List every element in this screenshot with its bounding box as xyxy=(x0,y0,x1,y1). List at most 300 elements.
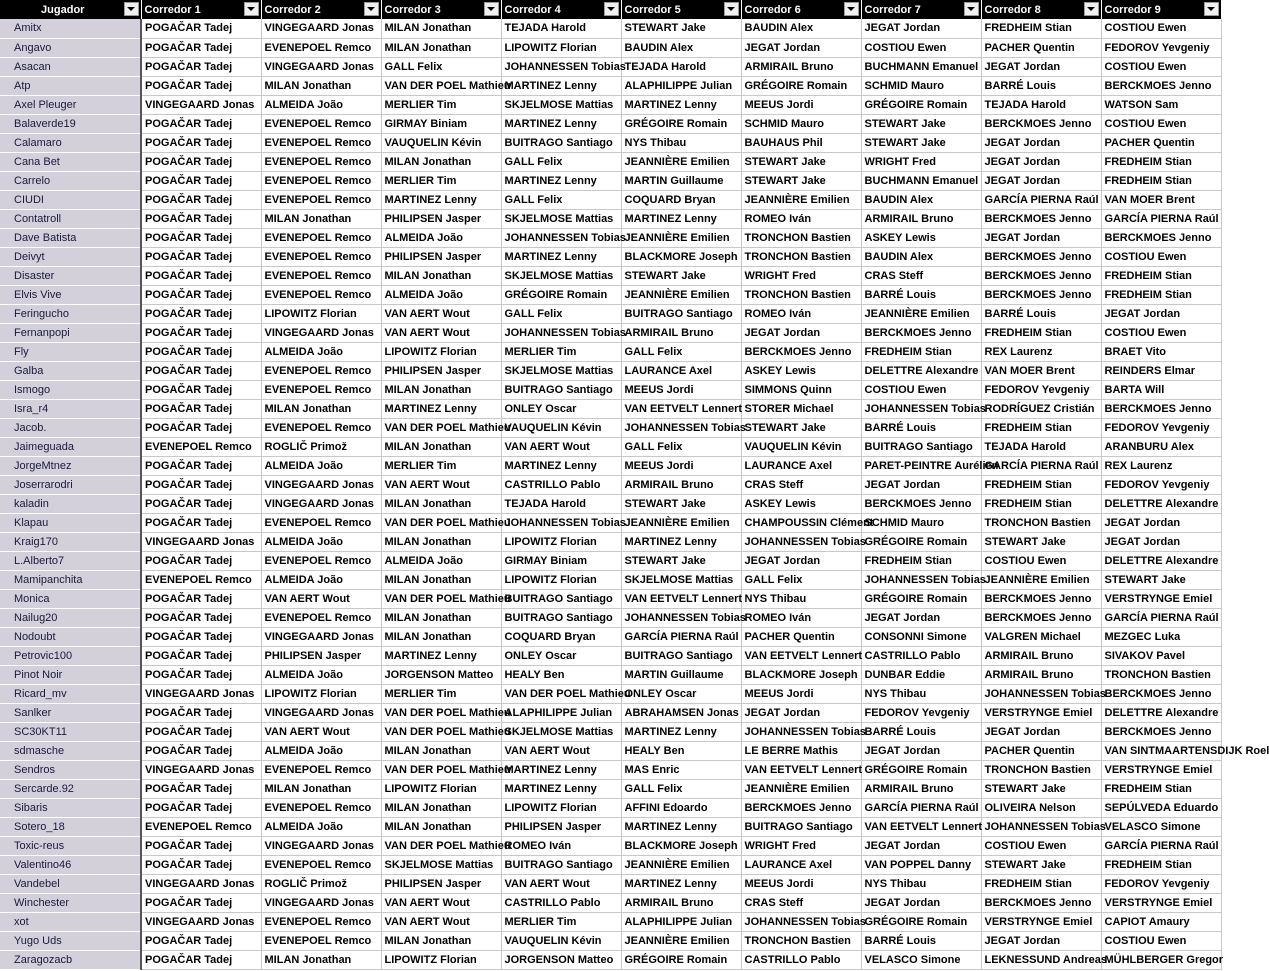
rider-cell[interactable]: VINGEGAARD Jonas xyxy=(261,836,381,855)
rider-cell[interactable]: BERCKMOES Jenno xyxy=(741,342,861,361)
rider-cell[interactable]: TRONCHON Bastien xyxy=(741,247,861,266)
rider-cell[interactable]: BERCKMOES Jenno xyxy=(1101,684,1221,703)
rider-cell[interactable]: MEZGEC Luka xyxy=(1101,627,1221,646)
rider-cell[interactable]: ALMEIDA João xyxy=(381,285,501,304)
rider-cell[interactable]: MARTIN Guillaume xyxy=(621,171,741,190)
rider-cell[interactable]: STEWART Jake xyxy=(621,494,741,513)
rider-cell[interactable]: VAN AERT Wout xyxy=(261,589,381,608)
rider-cell[interactable]: JOHANNESSEN Tobias xyxy=(741,912,861,931)
rider-cell[interactable]: COSTIOU Ewen xyxy=(981,836,1101,855)
rider-cell[interactable]: VINGEGAARD Jonas xyxy=(261,627,381,646)
rider-cell[interactable]: GARCÍA PIERNA Raúl xyxy=(1101,209,1221,228)
rider-cell[interactable]: MARTINEZ Lenny xyxy=(501,76,621,95)
rider-cell[interactable]: FEDOROV Yevgeniy xyxy=(1101,418,1221,437)
rider-cell[interactable]: STEWART Jake xyxy=(621,551,741,570)
rider-cell[interactable]: POGAČAR Tadej xyxy=(141,665,261,684)
rider-cell[interactable]: STEWART Jake xyxy=(621,266,741,285)
rider-cell[interactable]: GALL Felix xyxy=(741,570,861,589)
rider-cell[interactable]: JEGAT Jordan xyxy=(861,741,981,760)
rider-cell[interactable]: POGAČAR Tadej xyxy=(141,779,261,798)
rider-cell[interactable]: FREDHEIM Stian xyxy=(981,874,1101,893)
filter-dropdown-icon[interactable] xyxy=(844,2,859,16)
rider-cell[interactable]: SCHMID Mauro xyxy=(861,513,981,532)
rider-cell[interactable]: EVENEPOEL Remco xyxy=(261,380,381,399)
rider-cell[interactable]: POGAČAR Tadej xyxy=(141,931,261,950)
rider-cell[interactable]: POGAČAR Tadej xyxy=(141,836,261,855)
rider-cell[interactable]: SKJELMOSE Mattias xyxy=(501,722,621,741)
rider-cell[interactable]: MEEUS Jordi xyxy=(741,95,861,114)
rider-cell[interactable]: GALL Felix xyxy=(621,437,741,456)
rider-cell[interactable]: BLACKMORE Joseph xyxy=(621,836,741,855)
rider-cell[interactable]: TRONCHON Bastien xyxy=(741,285,861,304)
player-name-cell[interactable]: Joserrarodri xyxy=(0,475,141,494)
rider-cell[interactable]: JOHANNESSEN Tobias xyxy=(501,513,621,532)
rider-cell[interactable]: POGAČAR Tadej xyxy=(141,798,261,817)
rider-cell[interactable]: FREDHEIM Stian xyxy=(861,342,981,361)
rider-cell[interactable]: FEDOROV Yevgeniy xyxy=(861,703,981,722)
rider-cell[interactable]: REINDERS Elmar xyxy=(1101,361,1221,380)
rider-cell[interactable]: BLACKMORE Joseph xyxy=(741,665,861,684)
rider-cell[interactable]: VINGEGAARD Jonas xyxy=(261,323,381,342)
rider-cell[interactable]: NYS Thibau xyxy=(861,874,981,893)
rider-cell[interactable]: LIPOWITZ Florian xyxy=(381,950,501,969)
rider-cell[interactable]: DELETTRE Alexandre xyxy=(1101,551,1221,570)
rider-cell[interactable]: GALL Felix xyxy=(501,190,621,209)
player-name-cell[interactable]: Petrovic100 xyxy=(0,646,141,665)
player-name-cell[interactable]: Kraig170 xyxy=(0,532,141,551)
rider-cell[interactable]: LIPOWITZ Florian xyxy=(501,570,621,589)
rider-cell[interactable]: VAN DER POEL Mathieu xyxy=(501,684,621,703)
rider-cell[interactable]: MARTINEZ Lenny xyxy=(501,171,621,190)
player-name-cell[interactable]: Isra_r4 xyxy=(0,399,141,418)
player-name-cell[interactable]: Sercarde.92 xyxy=(0,779,141,798)
rider-cell[interactable]: JEANNIÈRE Emilien xyxy=(861,304,981,323)
player-name-cell[interactable]: Sendros xyxy=(0,760,141,779)
player-name-cell[interactable]: L.Alberto7 xyxy=(0,551,141,570)
rider-cell[interactable]: BLACKMORE Joseph xyxy=(621,247,741,266)
rider-cell[interactable]: BUITRAGO Santiago xyxy=(501,380,621,399)
rider-cell[interactable]: COQUARD Bryan xyxy=(621,190,741,209)
rider-cell[interactable]: ALMEIDA João xyxy=(261,342,381,361)
rider-cell[interactable]: TRONCHON Bastien xyxy=(1101,665,1221,684)
rider-cell[interactable]: BUITRAGO Santiago xyxy=(741,817,861,836)
rider-cell[interactable]: ROMEO Iván xyxy=(741,608,861,627)
rider-cell[interactable]: VINGEGAARD Jonas xyxy=(141,912,261,931)
rider-cell[interactable]: GARCÍA PIERNA Raúl xyxy=(981,456,1101,475)
rider-cell[interactable]: PHILIPSEN Jasper xyxy=(261,646,381,665)
rider-cell[interactable]: BAUDIN Alex xyxy=(741,19,861,38)
rider-cell[interactable]: EVENEPOEL Remco xyxy=(141,817,261,836)
rider-cell[interactable]: BUITRAGO Santiago xyxy=(501,855,621,874)
rider-cell[interactable]: PHILIPSEN Jasper xyxy=(381,209,501,228)
player-name-cell[interactable]: Klapau xyxy=(0,513,141,532)
rider-cell[interactable]: VAN MOER Brent xyxy=(981,361,1101,380)
rider-cell[interactable]: MILAN Jonathan xyxy=(381,38,501,57)
rider-cell[interactable]: ONLEY Oscar xyxy=(621,684,741,703)
player-name-cell[interactable]: Fernanpopi xyxy=(0,323,141,342)
rider-cell[interactable]: TRONCHON Bastien xyxy=(741,931,861,950)
rider-cell[interactable]: DELETTRE Alexandre xyxy=(1101,494,1221,513)
player-name-cell[interactable]: Sibaris xyxy=(0,798,141,817)
rider-cell[interactable]: STEWART Jake xyxy=(741,152,861,171)
rider-cell[interactable]: FEDOROV Yevgeniy xyxy=(981,380,1101,399)
rider-cell[interactable]: GRÉGOIRE Romain xyxy=(861,760,981,779)
rider-cell[interactable]: JEGAT Jordan xyxy=(861,19,981,38)
rider-cell[interactable]: MARTINEZ Lenny xyxy=(501,456,621,475)
rider-cell[interactable]: GRÉGOIRE Romain xyxy=(741,76,861,95)
rider-cell[interactable]: TRONCHON Bastien xyxy=(741,228,861,247)
rider-cell[interactable]: BUITRAGO Santiago xyxy=(621,646,741,665)
rider-cell[interactable]: ALMEIDA João xyxy=(261,817,381,836)
rider-cell[interactable]: BRAET Vito xyxy=(1101,342,1221,361)
rider-cell[interactable]: MERLIER Tim xyxy=(381,95,501,114)
rider-cell[interactable]: BARTA Will xyxy=(1101,380,1221,399)
player-name-cell[interactable]: Ismogo xyxy=(0,380,141,399)
column-header-corredor-6[interactable] xyxy=(741,0,861,19)
rider-cell[interactable]: TEJADA Harold xyxy=(981,95,1101,114)
rider-cell[interactable]: BERCKMOES Jenno xyxy=(1101,399,1221,418)
rider-cell[interactable]: GALL Felix xyxy=(501,304,621,323)
rider-cell[interactable]: POGAČAR Tadej xyxy=(141,152,261,171)
rider-cell[interactable]: MILAN Jonathan xyxy=(381,266,501,285)
rider-cell[interactable]: ALMEIDA João xyxy=(261,456,381,475)
rider-cell[interactable]: JOHANNESSEN Tobias xyxy=(501,228,621,247)
rider-cell[interactable]: FREDHEIM Stian xyxy=(981,494,1101,513)
rider-cell[interactable]: FREDHEIM Stian xyxy=(981,418,1101,437)
rider-cell[interactable]: ROGLIČ Primož xyxy=(261,874,381,893)
rider-cell[interactable]: JEANNIÈRE Emilien xyxy=(741,190,861,209)
rider-cell[interactable]: VAN DER POEL Mathieu xyxy=(381,836,501,855)
rider-cell[interactable]: BERCKMOES Jenno xyxy=(981,608,1101,627)
rider-cell[interactable]: GRÉGOIRE Romain xyxy=(621,950,741,969)
rider-cell[interactable]: VINGEGAARD Jonas xyxy=(261,475,381,494)
rider-cell[interactable]: MILAN Jonathan xyxy=(381,380,501,399)
rider-cell[interactable]: WRIGHT Fred xyxy=(741,266,861,285)
rider-cell[interactable]: ROMEO Iván xyxy=(741,209,861,228)
rider-cell[interactable]: TEJADA Harold xyxy=(981,437,1101,456)
rider-cell[interactable]: BERCKMOES Jenno xyxy=(981,285,1101,304)
player-name-cell[interactable]: Disaster xyxy=(0,266,141,285)
rider-cell[interactable]: JEGAT Jordan xyxy=(741,703,861,722)
rider-cell[interactable]: EVENEPOEL Remco xyxy=(261,171,381,190)
rider-cell[interactable]: ARANBURU Alex xyxy=(1101,437,1221,456)
rider-cell[interactable]: VINGEGAARD Jonas xyxy=(261,57,381,76)
rider-cell[interactable]: ONLEY Oscar xyxy=(501,399,621,418)
rider-cell[interactable]: EVENEPOEL Remco xyxy=(261,798,381,817)
player-name-cell[interactable]: Monica xyxy=(0,589,141,608)
player-name-cell[interactable]: Yugo Uds xyxy=(0,931,141,950)
rider-cell[interactable]: GARCÍA PIERNA Raúl xyxy=(1101,608,1221,627)
rider-cell[interactable]: VAN AERT Wout xyxy=(501,874,621,893)
rider-cell[interactable]: POGAČAR Tadej xyxy=(141,266,261,285)
filter-dropdown-icon[interactable] xyxy=(1084,2,1099,16)
rider-cell[interactable]: JOHANNESSEN Tobias xyxy=(741,532,861,551)
rider-cell[interactable]: EVENEPOEL Remco xyxy=(141,570,261,589)
rider-cell[interactable]: ALMEIDA João xyxy=(381,228,501,247)
rider-cell[interactable]: PHILIPSEN Jasper xyxy=(381,247,501,266)
rider-cell[interactable]: JEGAT Jordan xyxy=(1101,532,1221,551)
rider-cell[interactable]: BUITRAGO Santiago xyxy=(621,304,741,323)
rider-cell[interactable]: COSTIOU Ewen xyxy=(981,551,1101,570)
rider-cell[interactable]: MILAN Jonathan xyxy=(261,76,381,95)
player-name-cell[interactable]: Cana Bet xyxy=(0,152,141,171)
rider-cell[interactable]: BERCKMOES Jenno xyxy=(1101,228,1221,247)
rider-cell[interactable]: GIRMAY Biniam xyxy=(381,114,501,133)
rider-cell[interactable]: POGAČAR Tadej xyxy=(141,209,261,228)
rider-cell[interactable]: ALAPHILIPPE Julian xyxy=(501,703,621,722)
rider-cell[interactable]: STEWART Jake xyxy=(621,19,741,38)
player-name-cell[interactable]: Dave Batista xyxy=(0,228,141,247)
rider-cell[interactable]: CASTRILLO Pablo xyxy=(501,893,621,912)
rider-cell[interactable]: BARRÉ Louis xyxy=(861,285,981,304)
rider-cell[interactable]: POGAČAR Tadej xyxy=(141,855,261,874)
column-header-corredor-9[interactable] xyxy=(1101,0,1221,19)
rider-cell[interactable]: LIPOWITZ Florian xyxy=(261,684,381,703)
rider-cell[interactable]: JOHANNESSEN Tobias xyxy=(501,57,621,76)
rider-cell[interactable]: COSTIOU Ewen xyxy=(1101,57,1221,76)
rider-cell[interactable]: EVENEPOEL Remco xyxy=(261,114,381,133)
rider-cell[interactable]: FREDHEIM Stian xyxy=(861,551,981,570)
rider-cell[interactable]: MARTINEZ Lenny xyxy=(381,646,501,665)
rider-cell[interactable]: VINGEGAARD Jonas xyxy=(261,703,381,722)
rider-cell[interactable]: VAUQUELIN Kévin xyxy=(501,931,621,950)
rider-cell[interactable]: POGAČAR Tadej xyxy=(141,703,261,722)
rider-cell[interactable]: POGAČAR Tadej xyxy=(141,171,261,190)
rider-cell[interactable]: MEEUS Jordi xyxy=(741,684,861,703)
rider-cell[interactable]: VINGEGAARD Jonas xyxy=(141,684,261,703)
rider-cell[interactable]: LIPOWITZ Florian xyxy=(381,342,501,361)
player-name-cell[interactable]: Vandebel xyxy=(0,874,141,893)
rider-cell[interactable]: COSTIOU Ewen xyxy=(1101,114,1221,133)
rider-cell[interactable]: ARMIRAIL Bruno xyxy=(741,57,861,76)
rider-cell[interactable]: JEGAT Jordan xyxy=(981,152,1101,171)
rider-cell[interactable]: BERCKMOES Jenno xyxy=(981,114,1101,133)
player-name-cell[interactable]: SC30KT11 xyxy=(0,722,141,741)
rider-cell[interactable]: POGAČAR Tadej xyxy=(141,551,261,570)
rider-cell[interactable]: EVENEPOEL Remco xyxy=(261,152,381,171)
player-name-cell[interactable]: sdmasche xyxy=(0,741,141,760)
rider-cell[interactable]: VAN AERT Wout xyxy=(381,912,501,931)
rider-cell[interactable]: MERLIER Tim xyxy=(381,171,501,190)
rider-cell[interactable]: LAURANCE Axel xyxy=(741,855,861,874)
rider-cell[interactable]: VALGREN Michael xyxy=(981,627,1101,646)
rider-cell[interactable]: PACHER Quentin xyxy=(981,741,1101,760)
rider-cell[interactable]: PHILIPSEN Jasper xyxy=(381,361,501,380)
rider-cell[interactable]: ROGLIČ Primož xyxy=(261,437,381,456)
rider-cell[interactable]: EVENEPOEL Remco xyxy=(261,228,381,247)
rider-cell[interactable]: MILAN Jonathan xyxy=(381,152,501,171)
rider-cell[interactable]: JEGAT Jordan xyxy=(981,722,1101,741)
rider-cell[interactable]: POGAČAR Tadej xyxy=(141,285,261,304)
rider-cell[interactable]: SCHMID Mauro xyxy=(861,76,981,95)
rider-cell[interactable]: VAN AERT Wout xyxy=(381,304,501,323)
rider-cell[interactable]: FEDOROV Yevgeniy xyxy=(1101,38,1221,57)
filter-dropdown-icon[interactable] xyxy=(244,2,259,16)
rider-cell[interactable]: CONSONNI Simone xyxy=(861,627,981,646)
rider-cell[interactable]: BUITRAGO Santiago xyxy=(501,133,621,152)
rider-cell[interactable]: LIPOWITZ Florian xyxy=(261,304,381,323)
rider-cell[interactable]: SCHMID Mauro xyxy=(741,114,861,133)
rider-cell[interactable]: REX Laurenz xyxy=(981,342,1101,361)
rider-cell[interactable]: JOHANNESSEN Tobias xyxy=(501,323,621,342)
rider-cell[interactable]: JOHANNESSEN Tobias xyxy=(741,722,861,741)
rider-cell[interactable]: TEJADA Harold xyxy=(501,19,621,38)
rider-cell[interactable]: JEGAT Jordan xyxy=(1101,513,1221,532)
rider-cell[interactable]: JEGAT Jordan xyxy=(861,893,981,912)
rider-cell[interactable]: SKJELMOSE Mattias xyxy=(501,209,621,228)
rider-cell[interactable]: CASTRILLO Pablo xyxy=(861,646,981,665)
rider-cell[interactable]: VAN DER POEL Mathieu xyxy=(381,76,501,95)
rider-cell[interactable]: VAUQUELIN Kévin xyxy=(381,133,501,152)
rider-cell[interactable]: POGAČAR Tadej xyxy=(141,627,261,646)
rider-cell[interactable]: VELASCO Simone xyxy=(861,950,981,969)
player-name-cell[interactable]: Zaragozacb xyxy=(0,950,141,969)
rider-cell[interactable]: POGAČAR Tadej xyxy=(141,722,261,741)
rider-cell[interactable]: MARTINEZ Lenny xyxy=(621,817,741,836)
rider-cell[interactable]: MEEUS Jordi xyxy=(741,874,861,893)
rider-cell[interactable]: JEGAT Jordan xyxy=(861,475,981,494)
filter-dropdown-icon[interactable] xyxy=(724,2,739,16)
rider-cell[interactable]: LAURANCE Axel xyxy=(741,456,861,475)
rider-cell[interactable]: GALL Felix xyxy=(621,342,741,361)
player-name-cell[interactable]: Amitx xyxy=(0,19,141,38)
rider-cell[interactable]: POGAČAR Tadej xyxy=(141,494,261,513)
rider-cell[interactable]: EVENEPOEL Remco xyxy=(261,418,381,437)
rider-cell[interactable]: TEJADA Harold xyxy=(501,494,621,513)
player-name-cell[interactable]: Calamaro xyxy=(0,133,141,152)
rider-cell[interactable]: POGAČAR Tadej xyxy=(141,608,261,627)
rider-cell[interactable]: POGAČAR Tadej xyxy=(141,361,261,380)
player-name-cell[interactable]: Fly xyxy=(0,342,141,361)
rider-cell[interactable]: FREDHEIM Stian xyxy=(981,323,1101,342)
rider-cell[interactable]: BUCHMANN Emanuel xyxy=(861,57,981,76)
rider-cell[interactable]: POGAČAR Tadej xyxy=(141,114,261,133)
rider-cell[interactable]: BARRÉ Louis xyxy=(861,418,981,437)
rider-cell[interactable]: FEDOROV Yevgeniy xyxy=(1101,475,1221,494)
rider-cell[interactable]: POGAČAR Tadej xyxy=(141,893,261,912)
rider-cell[interactable]: CHAMPOUSSIN Clément xyxy=(741,513,861,532)
rider-cell[interactable]: MARTINEZ Lenny xyxy=(381,399,501,418)
rider-cell[interactable]: BERCKMOES Jenno xyxy=(1101,722,1221,741)
rider-cell[interactable]: VAN DER POEL Mathieu xyxy=(381,760,501,779)
player-name-cell[interactable]: Elvis Vive xyxy=(0,285,141,304)
rider-cell[interactable]: MILAN Jonathan xyxy=(261,950,381,969)
rider-cell[interactable]: JOHANNESSEN Tobias xyxy=(861,399,981,418)
rider-cell[interactable]: VAN MOER Brent xyxy=(1101,190,1221,209)
rider-cell[interactable]: CRAS Steff xyxy=(741,475,861,494)
rider-cell[interactable]: GRÉGOIRE Romain xyxy=(621,114,741,133)
rider-cell[interactable]: FEDOROV Yevgeniy xyxy=(1101,874,1221,893)
player-name-cell[interactable]: Toxic-reus xyxy=(0,836,141,855)
rider-cell[interactable]: POGAČAR Tadej xyxy=(141,247,261,266)
rider-cell[interactable]: VINGEGAARD Jonas xyxy=(141,874,261,893)
rider-cell[interactable]: VINGEGAARD Jonas xyxy=(141,95,261,114)
rider-cell[interactable]: VERSTRYNGE Emiel xyxy=(1101,760,1221,779)
rider-cell[interactable]: ONLEY Oscar xyxy=(501,646,621,665)
filter-dropdown-icon[interactable] xyxy=(1204,2,1219,16)
rider-cell[interactable]: JOHANNESSEN Tobias xyxy=(981,817,1101,836)
rider-cell[interactable]: NYS Thibau xyxy=(861,684,981,703)
player-name-cell[interactable]: Jaimeguada xyxy=(0,437,141,456)
player-name-cell[interactable]: Deivyt xyxy=(0,247,141,266)
rider-cell[interactable]: DELETTRE Alexandre xyxy=(1101,703,1221,722)
filter-dropdown-icon[interactable] xyxy=(364,2,379,16)
rider-cell[interactable]: ALMEIDA João xyxy=(261,665,381,684)
player-name-cell[interactable]: Asacan xyxy=(0,57,141,76)
rider-cell[interactable]: JEGAT Jordan xyxy=(741,551,861,570)
rider-cell[interactable]: GARCÍA PIERNA Raúl xyxy=(861,798,981,817)
column-header-corredor-2[interactable] xyxy=(261,0,381,19)
rider-cell[interactable]: GARCÍA PIERNA Raúl xyxy=(621,627,741,646)
rider-cell[interactable]: GRÉGOIRE Romain xyxy=(861,589,981,608)
rider-cell[interactable]: LE BERRE Mathis xyxy=(741,741,861,760)
rider-cell[interactable]: EVENEPOEL Remco xyxy=(261,931,381,950)
rider-cell[interactable]: COSTIOU Ewen xyxy=(1101,247,1221,266)
rider-cell[interactable]: VINGEGAARD Jonas xyxy=(261,19,381,38)
rider-cell[interactable]: VAN AERT Wout xyxy=(261,722,381,741)
rider-cell[interactable]: POGAČAR Tadej xyxy=(141,380,261,399)
rider-cell[interactable]: SIMMONS Quinn xyxy=(741,380,861,399)
rider-cell[interactable]: JOHANNESSEN Tobias xyxy=(621,608,741,627)
rider-cell[interactable]: EVENEPOEL Remco xyxy=(261,551,381,570)
rider-cell[interactable]: BAUDIN Alex xyxy=(861,190,981,209)
rider-cell[interactable]: POGAČAR Tadej xyxy=(141,190,261,209)
rider-cell[interactable]: BAUDIN Alex xyxy=(861,247,981,266)
rider-cell[interactable]: MILAN Jonathan xyxy=(381,437,501,456)
rider-cell[interactable]: VAUQUELIN Kévin xyxy=(501,418,621,437)
rider-cell[interactable]: JOHANNESSEN Tobias xyxy=(621,418,741,437)
rider-cell[interactable]: VAN AERT Wout xyxy=(501,741,621,760)
rider-cell[interactable]: VINGEGAARD Jonas xyxy=(261,494,381,513)
rider-cell[interactable]: ALMEIDA João xyxy=(381,551,501,570)
rider-cell[interactable]: SKJELMOSE Mattias xyxy=(501,95,621,114)
rider-cell[interactable]: FREDHEIM Stian xyxy=(1101,152,1221,171)
rider-cell[interactable]: MEEUS Jordi xyxy=(621,456,741,475)
rider-cell[interactable]: POGAČAR Tadej xyxy=(141,76,261,95)
rider-cell[interactable]: POGAČAR Tadej xyxy=(141,741,261,760)
rider-cell[interactable]: MARTINEZ Lenny xyxy=(501,760,621,779)
rider-cell[interactable]: MEEUS Jordi xyxy=(621,380,741,399)
player-name-cell[interactable]: Carrelo xyxy=(0,171,141,190)
rider-cell[interactable]: VAN SINTMAARTENSDIJK Roel xyxy=(1101,741,1221,760)
rider-cell[interactable]: MARTINEZ Lenny xyxy=(621,209,741,228)
rider-cell[interactable]: MARTINEZ Lenny xyxy=(621,874,741,893)
rider-cell[interactable]: POGAČAR Tadej xyxy=(141,304,261,323)
rider-cell[interactable]: ROMEO Iván xyxy=(501,836,621,855)
rider-cell[interactable]: GALL Felix xyxy=(381,57,501,76)
rider-cell[interactable]: BERCKMOES Jenno xyxy=(981,589,1101,608)
rider-cell[interactable]: JEGAT Jordan xyxy=(981,228,1101,247)
rider-cell[interactable]: SIVAKOV Pavel xyxy=(1101,646,1221,665)
rider-cell[interactable]: BARRÉ Louis xyxy=(861,931,981,950)
player-name-cell[interactable]: Angavo xyxy=(0,38,141,57)
player-name-cell[interactable]: Sotero_18 xyxy=(0,817,141,836)
rider-cell[interactable]: MARTINEZ Lenny xyxy=(621,722,741,741)
rider-cell[interactable]: BERCKMOES Jenno xyxy=(861,494,981,513)
rider-cell[interactable]: TEJADA Harold xyxy=(621,57,741,76)
rider-cell[interactable]: VAN EETVELT Lennert xyxy=(741,760,861,779)
rider-cell[interactable]: VAN DER POEL Mathieu xyxy=(381,513,501,532)
rider-cell[interactable]: JOHANNESSEN Tobias xyxy=(861,570,981,589)
rider-cell[interactable]: REX Laurenz xyxy=(1101,456,1221,475)
rider-cell[interactable]: FREDHEIM Stian xyxy=(981,475,1101,494)
rider-cell[interactable]: POGAČAR Tadej xyxy=(141,513,261,532)
rider-cell[interactable]: BUITRAGO Santiago xyxy=(501,589,621,608)
rider-cell[interactable]: MILAN Jonathan xyxy=(381,627,501,646)
rider-cell[interactable]: GIRMAY Biniam xyxy=(501,551,621,570)
rider-cell[interactable]: MILAN Jonathan xyxy=(381,741,501,760)
player-name-cell[interactable]: Winchester xyxy=(0,893,141,912)
